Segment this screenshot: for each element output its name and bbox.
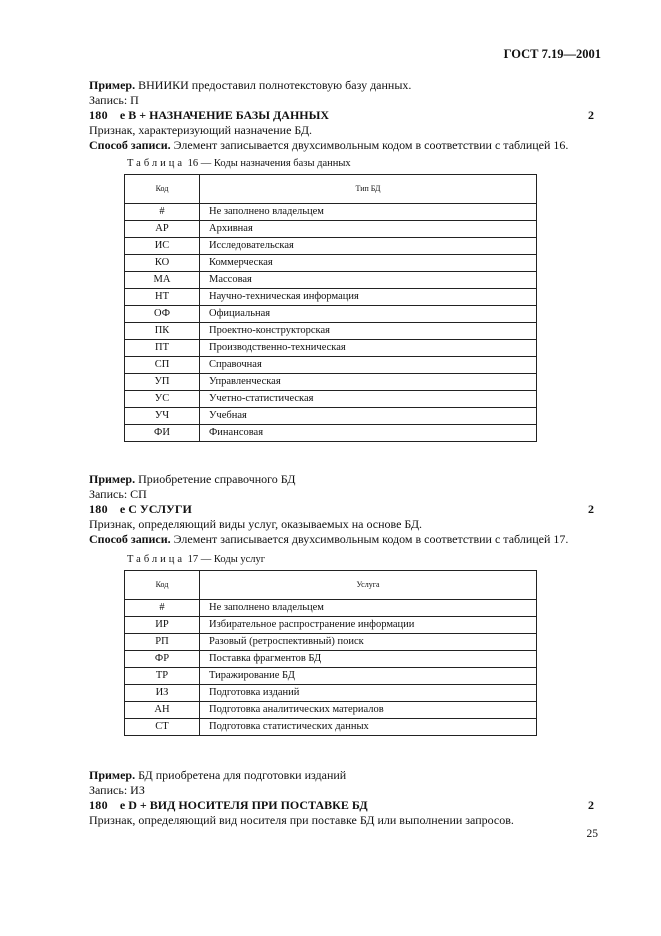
- code-cell: ОФ: [125, 306, 200, 323]
- name-cell: Массовая: [200, 272, 537, 289]
- method-text: Элемент записывается двухсимвольным кодом в соответствии с таблицей 16.: [173, 138, 569, 152]
- field-description: Признак, определяющий виды услуг, оказываемых на основе БД.: [89, 517, 423, 531]
- name-cell: Управленческая: [200, 374, 537, 391]
- code-cell: УС: [125, 391, 200, 408]
- code-cell: СТ: [125, 719, 200, 736]
- code-cell: РП: [125, 634, 200, 651]
- code-cell: ИЗ: [125, 685, 200, 702]
- field-heading: [89, 798, 594, 813]
- name-cell: Научно-техническая информация: [200, 289, 537, 306]
- field-code: 180: [89, 798, 108, 812]
- field-heading: [89, 108, 594, 123]
- method-label: Способ записи.: [89, 532, 171, 546]
- table-row: [125, 289, 537, 306]
- example-line: [89, 78, 594, 93]
- table-row: [125, 408, 537, 425]
- name-cell: Справочная: [200, 357, 537, 374]
- record-line: Запись: ИЗ: [89, 783, 145, 797]
- table-row: [125, 702, 537, 719]
- field-heading: [89, 502, 594, 517]
- code-cell: АН: [125, 702, 200, 719]
- example-text: БД приобретена для подготовки изданий: [138, 768, 347, 782]
- column-header-code: Код: [125, 571, 200, 600]
- name-cell: Официальная: [200, 306, 537, 323]
- code-cell: ПК: [125, 323, 200, 340]
- field-number: 2: [588, 108, 594, 122]
- table-service-codes: [124, 570, 537, 736]
- code-cell: ИС: [125, 238, 200, 255]
- caption-word: Таблица: [127, 554, 186, 565]
- name-cell: Не заполнено владельцем: [200, 600, 537, 617]
- table-row: [125, 374, 537, 391]
- table-row: [125, 272, 537, 289]
- table17-caption: [127, 552, 265, 567]
- table-row: [125, 651, 537, 668]
- table-row: [125, 634, 537, 651]
- column-header-service: Услуга: [200, 571, 537, 600]
- code-cell: СП: [125, 357, 200, 374]
- name-cell: Тиражирование БД: [200, 668, 537, 685]
- code-cell: УП: [125, 374, 200, 391]
- example-label: Пример.: [89, 768, 136, 782]
- code-cell: ФР: [125, 651, 200, 668]
- name-cell: Учетно-статистическая: [200, 391, 537, 408]
- table-row: [125, 221, 537, 238]
- column-header-code: Код: [125, 175, 200, 204]
- name-cell: Архивная: [200, 221, 537, 238]
- field-title: е В + НАЗНАЧЕНИЕ БАЗЫ ДАННЫХ: [119, 108, 330, 122]
- table-row: [125, 306, 537, 323]
- field-code: 180: [89, 108, 108, 122]
- example-line: [89, 768, 594, 783]
- table-row: [125, 204, 537, 221]
- code-cell: ПТ: [125, 340, 200, 357]
- caption-word: Таблица: [127, 158, 186, 169]
- name-cell: Финансовая: [200, 425, 537, 442]
- field-description: Признак, характеризующий назначение БД.: [89, 123, 313, 137]
- table-row: [125, 719, 537, 736]
- table-header-row: [125, 571, 537, 600]
- field-code: 180: [89, 502, 108, 516]
- method-text: Элемент записывается двухсимвольным кодом в соответствии с таблицей 17.: [173, 532, 569, 546]
- page-number: 25: [586, 828, 598, 840]
- field-title: е С УСЛУГИ: [119, 502, 192, 516]
- name-cell: Коммерческая: [200, 255, 537, 272]
- table-row: [125, 391, 537, 408]
- table-row: [125, 357, 537, 374]
- field-number: 2: [588, 798, 594, 812]
- code-cell: ИР: [125, 617, 200, 634]
- name-cell: Поставка фрагментов БД: [200, 651, 537, 668]
- name-cell: Учебная: [200, 408, 537, 425]
- table-row: [125, 238, 537, 255]
- section-carrier: [89, 768, 594, 828]
- code-cell: НТ: [125, 289, 200, 306]
- code-cell: ФИ: [125, 425, 200, 442]
- name-cell: Не заполнено владельцем: [200, 204, 537, 221]
- field-title: е D + ВИД НОСИТЕЛЯ ПРИ ПОСТАВКЕ БД: [119, 798, 368, 812]
- name-cell: Разовый (ретроспективный) поиск: [200, 634, 537, 651]
- table-row: [125, 668, 537, 685]
- table-header-row: [125, 175, 537, 204]
- name-cell: Подготовка аналитических материалов: [200, 702, 537, 719]
- example-line: [89, 472, 594, 487]
- name-cell: Проектно-конструкторская: [200, 323, 537, 340]
- code-cell: МА: [125, 272, 200, 289]
- table-row: [125, 323, 537, 340]
- name-cell: Подготовка статистических данных: [200, 719, 537, 736]
- table-row: [125, 340, 537, 357]
- method-label: Способ записи.: [89, 138, 171, 152]
- code-cell: АР: [125, 221, 200, 238]
- method-line: [89, 532, 594, 547]
- code-cell: #: [125, 600, 200, 617]
- example-label: Пример.: [89, 78, 136, 92]
- table-database-purpose-codes: [124, 174, 537, 442]
- method-line: [89, 138, 594, 153]
- column-header-type: Тип БД: [200, 175, 537, 204]
- caption-text: 16 — Коды назначения базы данных: [187, 158, 351, 169]
- name-cell: Избирательное распространение информации: [200, 617, 537, 634]
- table-row: [125, 600, 537, 617]
- code-cell: КО: [125, 255, 200, 272]
- field-description: Признак, определяющий вид носителя при поставке БД или выполнении запросов.: [89, 813, 514, 827]
- code-cell: ТР: [125, 668, 200, 685]
- caption-text: 17 — Коды услуг: [187, 554, 266, 565]
- example-text: Приобретение справочного БД: [138, 472, 296, 486]
- record-line: Запись: П: [89, 93, 139, 107]
- code-cell: #: [125, 204, 200, 221]
- table16-caption: [127, 156, 351, 171]
- document-header: ГОСТ 7.19—2001: [503, 47, 601, 61]
- table-row: [125, 685, 537, 702]
- table-row: [125, 425, 537, 442]
- example-label: Пример.: [89, 472, 136, 486]
- table-row: [125, 617, 537, 634]
- table-row: [125, 255, 537, 272]
- code-cell: УЧ: [125, 408, 200, 425]
- field-number: 2: [588, 502, 594, 516]
- section-purpose: [89, 78, 594, 153]
- name-cell: Производственно-техническая: [200, 340, 537, 357]
- example-text: ВНИИКИ предоставил полнотекстовую базу данных.: [138, 78, 412, 92]
- name-cell: Подготовка изданий: [200, 685, 537, 702]
- name-cell: Исследовательская: [200, 238, 537, 255]
- record-line: Запись: СП: [89, 487, 147, 501]
- section-services: [89, 472, 594, 547]
